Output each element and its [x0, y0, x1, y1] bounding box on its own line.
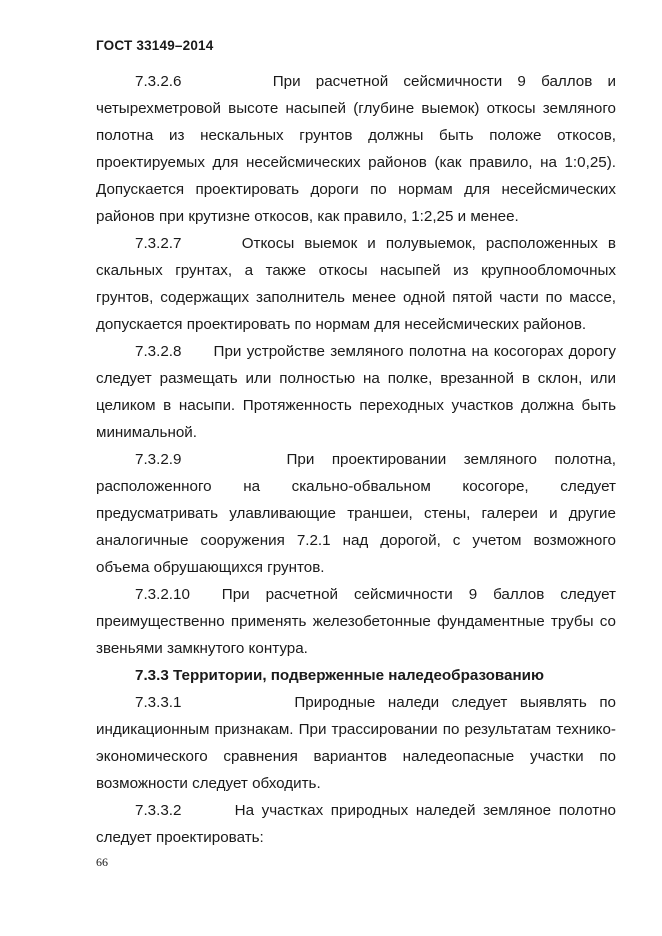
paragraph-text: Природные наледи следует выявлять по индикационным признакам. При трассировании по результатам технико-экономического сравнения вариантов наледеопасные участки по возможности следует обходить. [96, 694, 616, 792]
paragraph-text: Откосы выемок и полувыемок, расположенных в скальных грунтах, а также откосы насыпей из крупнообломочных грунтов, содержащих заполнитель менее одной пятой части по массе, допускается проектировать по нормам для несейсмических районов. [96, 235, 616, 333]
paragraph-text: При расчетной сейсмичности 9 баллов и четырехметровой высоте насыпей (глубине выемок) откосы земляного полотна из нескальных грунтов должны быть положе откосов, проектируемых для несейсмических районов (как правило, на 1:0,25). Допускается проектировать дороги по нормам для несейсмических районов при крутизне откосов, как правило, 1:2,25 и менее. [96, 73, 616, 225]
paragraph-number: 7.3.3.1 [135, 694, 182, 711]
paragraph-text: При проектировании земляного полотна, расположенного на скально-обвальном косогоре, следует предусматривать улавливающие траншеи, стены, галереи и другие аналогичные сооружения 7.2.1 над дорогой, с учетом возможного объема обрушающихся грунтов. [96, 451, 616, 576]
paragraph-text: При устройстве земляного полотна на косогорах дорогу следует размещать или полностью на полке, врезанной в склон, или целиком в насыпи. Протяженность переходных участков должна быть минимальной. [96, 343, 616, 441]
paragraph-7-3-2-9 [96, 446, 616, 581]
paragraph-7-3-3-1 [96, 689, 616, 797]
paragraph-7-3-2-10 [96, 581, 616, 662]
paragraph-number: 7.3.3.2 [135, 802, 182, 819]
document-header: ГОСТ 33149–2014 [96, 38, 214, 53]
paragraph-number: 7.3.2.7 [135, 235, 182, 252]
page-number: 66 [96, 855, 108, 869]
paragraph-7-3-3-2 [96, 797, 616, 851]
paragraph-number: 7.3.2.6 [135, 73, 182, 90]
paragraph-text: На участках природных наледей земляное полотно следует проектировать: [96, 802, 616, 846]
paragraph-number: 7.3.2.10 [135, 586, 190, 603]
document-body [96, 68, 616, 851]
paragraph-7-3-2-6 [96, 68, 616, 230]
section-heading: 7.3.3 Территории, подверженные наледеобразованию [135, 667, 544, 684]
paragraph-number: 7.3.2.9 [135, 451, 182, 468]
paragraph-number: 7.3.2.8 [135, 343, 182, 360]
paragraph-7-3-2-8 [96, 338, 616, 446]
paragraph-text: При расчетной сейсмичности 9 баллов следует преимущественно применять железобетонные фундаментные трубы со звеньями замкнутого контура. [96, 586, 616, 657]
paragraph-7-3-2-7 [96, 230, 616, 338]
